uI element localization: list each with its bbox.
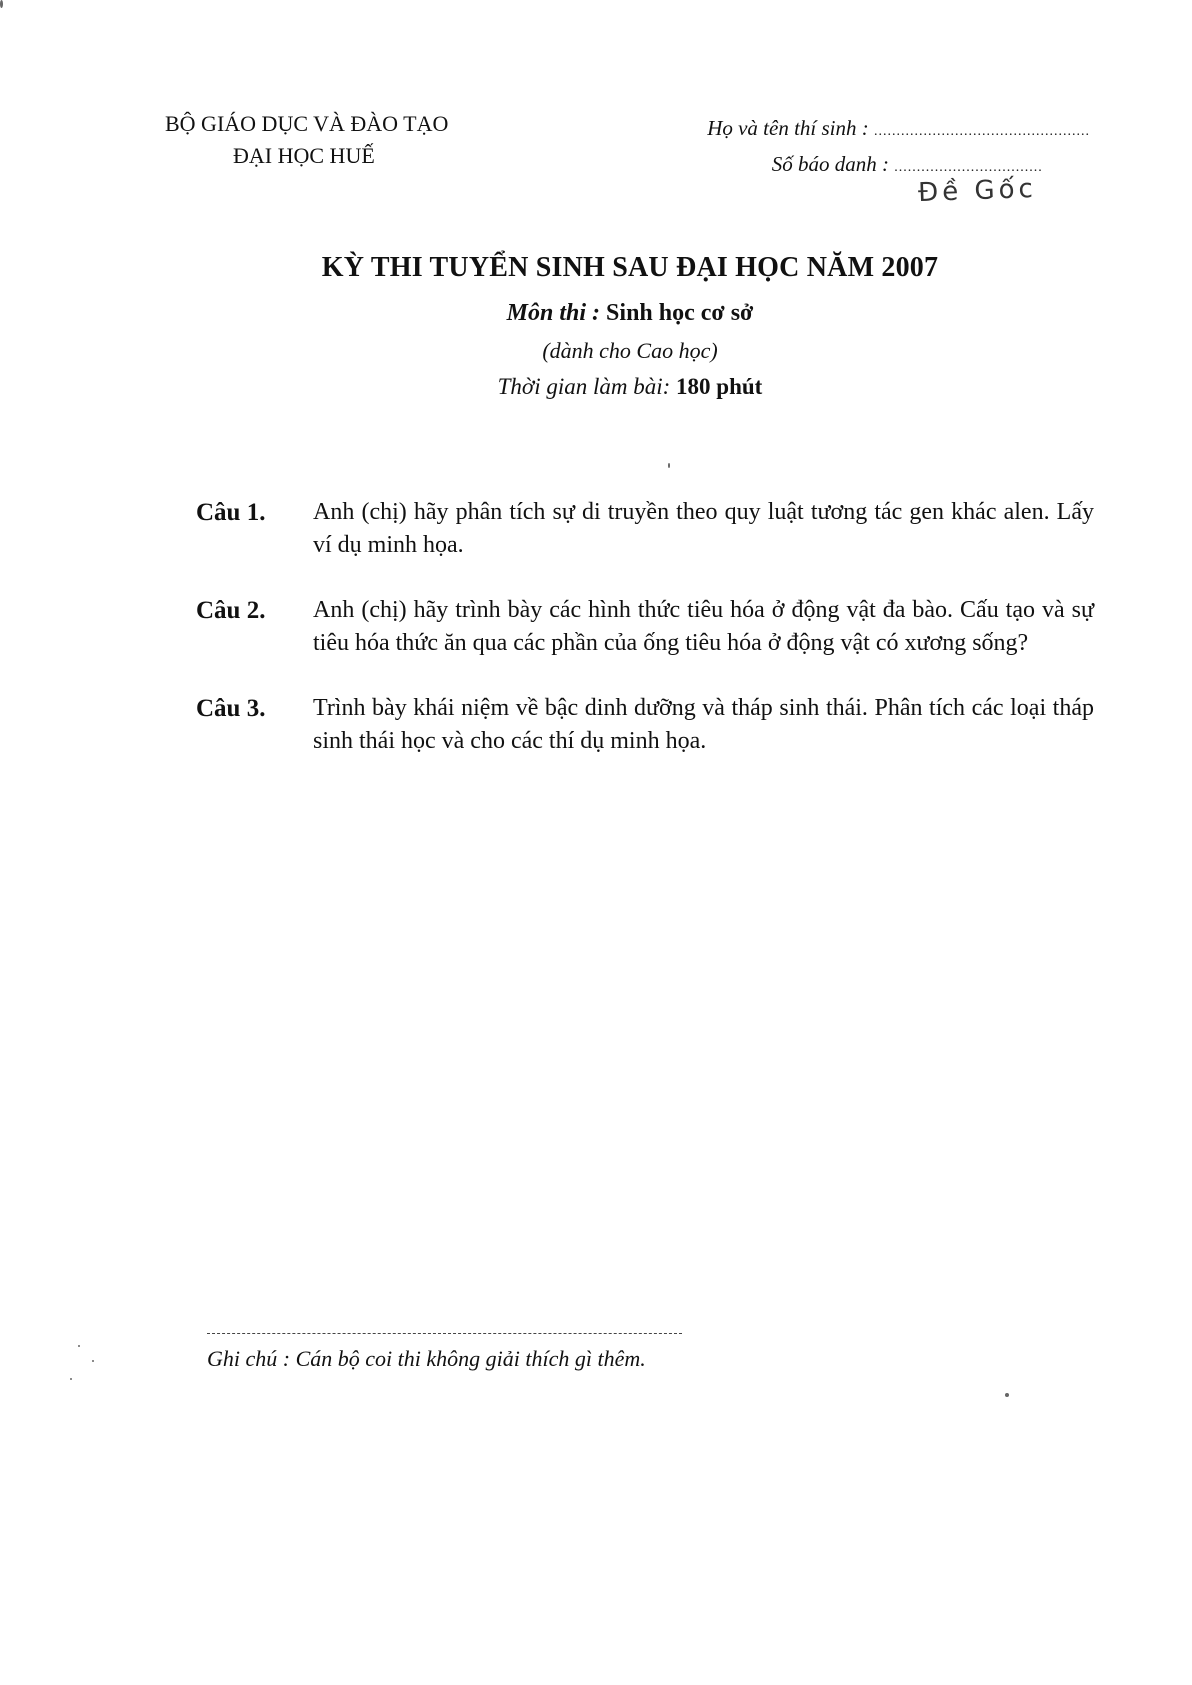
question-text: Anh (chị) hãy phân tích sự di truyền theo quy luật tương tác gen khác alen. Lấy ví dụ minh họa.: [313, 499, 1094, 558]
scan-speck: [78, 1345, 80, 1347]
question-item: [196, 692, 1094, 758]
scan-speck: [70, 1378, 72, 1380]
candidate-name-row: [707, 112, 1090, 148]
question-text: Anh (chị) hãy trình bày các hình thức tiêu hóa ở động vật đa bào. Cấu tạo và sự tiêu hóa thức ăn qua các phần của ống tiêu hóa ở động vật có xương sống?: [313, 597, 1094, 656]
candidate-name-field: ................................................: [874, 124, 1090, 139]
question-text: Trình bày khái niệm về bậc dinh dưỡng và tháp sinh thái. Phân tích các loại tháp sinh thái học và cho các thí dụ minh họa.: [313, 695, 1094, 754]
handwritten-mark: Đề Gốc: [917, 173, 1038, 209]
question-list: [196, 496, 1094, 790]
ministry-name: BỘ GIÁO DỤC VÀ ĐÀO TẠO: [165, 111, 449, 136]
scan-speck: [0, 0, 3, 8]
question-label: Câu 3.: [196, 695, 266, 722]
question-item: [196, 594, 1094, 660]
issuer-block: [165, 108, 485, 172]
footer-note: Ghi chú : Cán bộ coi thi không giải thích gì thêm.: [207, 1346, 646, 1371]
scan-speck: [92, 1360, 94, 1362]
question-item: [196, 496, 1094, 562]
duration-value: 180 phút: [676, 374, 763, 399]
question-label: Câu 1.: [196, 499, 266, 526]
candidate-number-field: .................................: [894, 160, 1043, 175]
footer-divider: [207, 1333, 682, 1334]
duration-line: [0, 374, 1192, 400]
duration-label: Thời gian làm bài:: [497, 374, 671, 399]
scan-speck: [668, 463, 670, 468]
question-label: Câu 2.: [196, 597, 266, 624]
candidate-number-label: Số báo danh :: [771, 152, 889, 176]
exam-title: KỲ THI TUYỂN SINH SAU ĐẠI HỌC NĂM 2007: [321, 252, 939, 283]
university-name: ĐẠI HỌC HUẾ: [233, 143, 375, 168]
subject-value: Sinh học cơ sở: [606, 300, 754, 326]
scan-speck: [1005, 1393, 1009, 1397]
audience-line: (dành cho Cao học): [542, 338, 718, 363]
candidate-name-label: Họ và tên thí sinh :: [707, 116, 869, 140]
subject-line: [0, 300, 1192, 327]
subject-label: Môn thi :: [506, 300, 601, 326]
